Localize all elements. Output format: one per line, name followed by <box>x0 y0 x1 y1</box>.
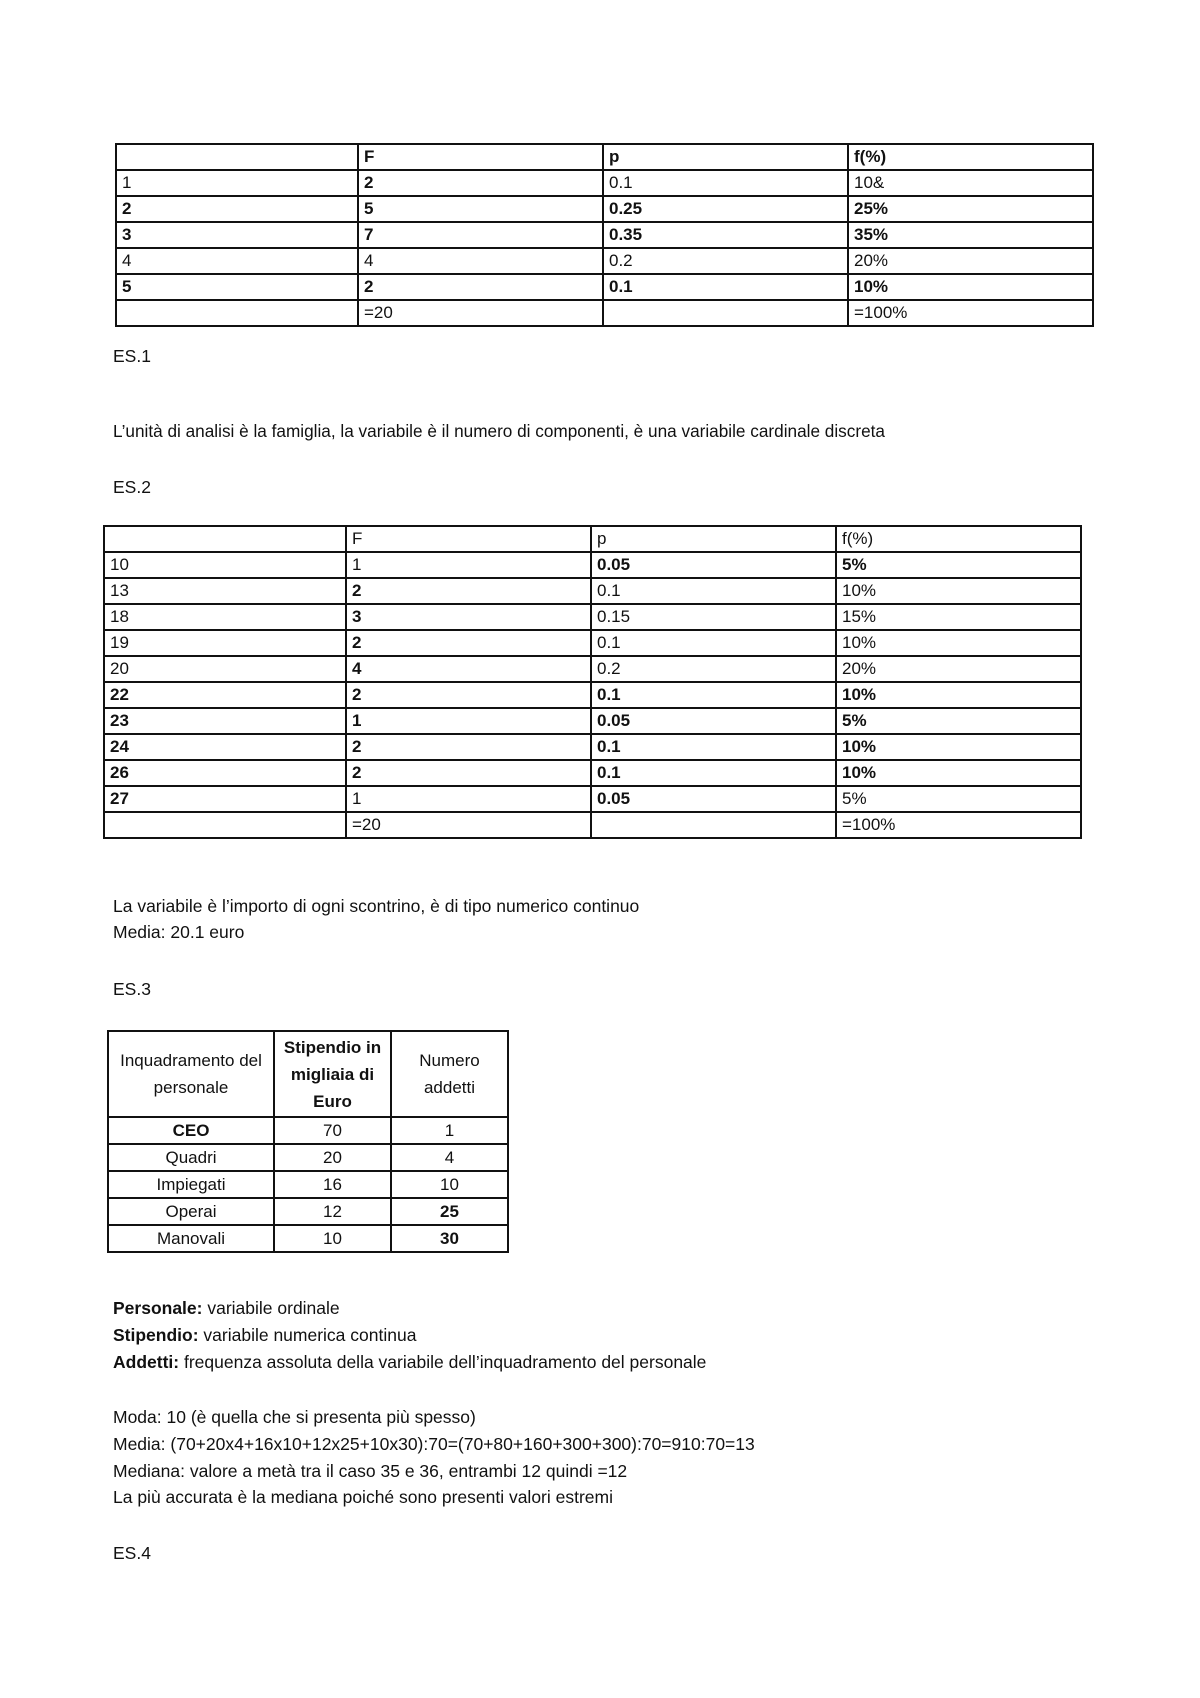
table-cell: 5 <box>358 196 603 222</box>
table-cell: 70 <box>274 1117 391 1144</box>
def-label: Addetti: <box>113 1352 180 1372</box>
table-cell: 0.1 <box>591 578 836 604</box>
table-cell: =100% <box>848 300 1093 326</box>
table-row <box>104 760 1081 786</box>
table-cell: 10% <box>836 630 1081 656</box>
header-cell: f(%) <box>836 526 1081 552</box>
table-cell: 16 <box>274 1171 391 1198</box>
table-cell: 10& <box>848 170 1093 196</box>
def-personale <box>113 1298 340 1319</box>
table-header-row <box>104 526 1081 552</box>
table-cell: Quadri <box>108 1144 274 1171</box>
table-cell: 10% <box>848 274 1093 300</box>
es3-heading: ES.3 <box>113 979 151 999</box>
header-cell: Numero addetti <box>391 1031 508 1117</box>
table-row <box>108 1117 508 1144</box>
media-text: Media: (70+20x4+16x10+12x25+10x30):70=(70+80+160+300+300):70=910:70=13 <box>113 1434 755 1454</box>
table-row <box>104 656 1081 682</box>
table-cell: 0.1 <box>591 734 836 760</box>
table-cell: 27 <box>104 786 346 812</box>
es1-heading: ES.1 <box>113 346 151 366</box>
table-cell: 0.2 <box>591 656 836 682</box>
table-row <box>108 1171 508 1198</box>
table-header-row <box>108 1031 508 1117</box>
es2-variable-text: La variabile è l’importo di ogni scontrino, è di tipo numerico continuo <box>113 896 640 916</box>
table-row <box>104 630 1081 656</box>
table-cell: 4 <box>346 656 591 682</box>
table-cell: 2 <box>358 170 603 196</box>
table-cell: 0.35 <box>603 222 848 248</box>
header-cell: F <box>346 526 591 552</box>
table-row <box>104 786 1081 812</box>
def-text: frequenza assoluta della variabile dell’inquadramento del personale <box>179 1352 707 1372</box>
table-row <box>108 1225 508 1252</box>
table-cell: 1 <box>346 708 591 734</box>
table-cell: 2 <box>346 734 591 760</box>
table-cell: 5% <box>836 786 1081 812</box>
table-cell: 2 <box>346 760 591 786</box>
header-cell: F <box>358 144 603 170</box>
table-header-row <box>116 144 1093 170</box>
table-row <box>104 604 1081 630</box>
table-cell: 24 <box>104 734 346 760</box>
table-cell: 1 <box>346 552 591 578</box>
table-cell: =20 <box>346 812 591 838</box>
table-cell: 1 <box>116 170 358 196</box>
table-cell: 25% <box>848 196 1093 222</box>
es1-description: L’unità di analisi è la famiglia, la variabile è il numero di componenti, è una variabile cardinale discreta <box>113 421 885 441</box>
table-cell: 10 <box>104 552 346 578</box>
table-cell: 25 <box>391 1198 508 1225</box>
table-cell: 1 <box>346 786 591 812</box>
es2-frequency-table <box>103 525 1082 839</box>
table-row <box>116 248 1093 274</box>
table-cell <box>603 300 848 326</box>
table-row <box>116 274 1093 300</box>
moda-text: Moda: 10 (è quella che si presenta più spesso) <box>113 1407 476 1427</box>
table-row <box>104 708 1081 734</box>
header-cell <box>104 526 346 552</box>
table-cell: 2 <box>346 630 591 656</box>
header-cell: p <box>603 144 848 170</box>
table-row <box>116 222 1093 248</box>
table-cell: 0.25 <box>603 196 848 222</box>
header-cell: f(%) <box>848 144 1093 170</box>
table-cell: 18 <box>104 604 346 630</box>
table-cell <box>104 812 346 838</box>
es1-frequency-table <box>115 143 1094 327</box>
table-cell: 19 <box>104 630 346 656</box>
header-cell: p <box>591 526 836 552</box>
table-cell: 2 <box>346 578 591 604</box>
table-row <box>108 1198 508 1225</box>
table-row <box>116 170 1093 196</box>
table-cell: 4 <box>391 1144 508 1171</box>
table-cell: 5% <box>836 552 1081 578</box>
header-cell <box>116 144 358 170</box>
table-cell: =100% <box>836 812 1081 838</box>
table-cell: 0.1 <box>591 760 836 786</box>
table-cell: 0.1 <box>591 682 836 708</box>
table-cell: 0.05 <box>591 552 836 578</box>
table-cell: 3 <box>346 604 591 630</box>
table-cell: 5 <box>116 274 358 300</box>
table-cell: 12 <box>274 1198 391 1225</box>
def-label: Stipendio: <box>113 1325 199 1345</box>
table-cell: 10% <box>836 734 1081 760</box>
table-cell <box>116 300 358 326</box>
table-cell: 23 <box>104 708 346 734</box>
table-cell: 2 <box>116 196 358 222</box>
table-cell: 5% <box>836 708 1081 734</box>
table-cell: Impiegati <box>108 1171 274 1198</box>
def-stipendio <box>113 1325 416 1346</box>
table-cell: 1 <box>391 1117 508 1144</box>
table-cell: 2 <box>358 274 603 300</box>
table-cell: 0.1 <box>603 274 848 300</box>
table-row <box>104 578 1081 604</box>
table-cell: Operai <box>108 1198 274 1225</box>
def-text: variabile numerica continua <box>198 1325 417 1345</box>
table-cell: 20 <box>274 1144 391 1171</box>
table-cell: 10% <box>836 682 1081 708</box>
table-cell: 0.1 <box>591 630 836 656</box>
table-cell: 30 <box>391 1225 508 1252</box>
table-cell: =20 <box>358 300 603 326</box>
table-row <box>104 552 1081 578</box>
table-cell: 10 <box>391 1171 508 1198</box>
header-cell: Stipendio in migliaia di Euro <box>274 1031 391 1117</box>
table-cell: 10% <box>836 578 1081 604</box>
table-row <box>116 196 1093 222</box>
table-cell: 15% <box>836 604 1081 630</box>
table-cell: 4 <box>358 248 603 274</box>
table-cell: 0.05 <box>591 708 836 734</box>
table-cell: 35% <box>848 222 1093 248</box>
table-total-row <box>104 812 1081 838</box>
def-addetti <box>113 1352 706 1373</box>
table-cell: 0.1 <box>603 170 848 196</box>
table-cell: 0.15 <box>591 604 836 630</box>
table-total-row <box>116 300 1093 326</box>
table-row <box>108 1144 508 1171</box>
table-cell: 10% <box>836 760 1081 786</box>
table-row <box>104 682 1081 708</box>
table-cell: 20 <box>104 656 346 682</box>
def-label: Personale: <box>113 1298 203 1318</box>
table-cell: CEO <box>108 1117 274 1144</box>
table-cell: 2 <box>346 682 591 708</box>
table-cell: 0.2 <box>603 248 848 274</box>
table-cell <box>591 812 836 838</box>
table-cell: 22 <box>104 682 346 708</box>
def-text: variabile ordinale <box>202 1298 340 1318</box>
mediana-text: Mediana: valore a metà tra il caso 35 e 36, entrambi 12 quindi =12 <box>113 1461 628 1481</box>
table-cell: 7 <box>358 222 603 248</box>
table-cell: 4 <box>116 248 358 274</box>
table-cell: 13 <box>104 578 346 604</box>
es2-heading: ES.2 <box>113 477 151 497</box>
es2-mean-text: Media: 20.1 euro <box>113 922 245 942</box>
table-cell: Manovali <box>108 1225 274 1252</box>
table-cell: 0.05 <box>591 786 836 812</box>
table-row <box>104 734 1081 760</box>
table-cell: 26 <box>104 760 346 786</box>
table-cell: 10 <box>274 1225 391 1252</box>
es3-salary-table <box>107 1030 509 1253</box>
table-cell: 20% <box>836 656 1081 682</box>
es4-heading: ES.4 <box>113 1543 151 1563</box>
accuracy-text: La più accurata è la mediana poiché sono presenti valori estremi <box>113 1487 614 1507</box>
header-cell: Inquadramento del personale <box>108 1031 274 1117</box>
table-cell: 20% <box>848 248 1093 274</box>
table-cell: 3 <box>116 222 358 248</box>
